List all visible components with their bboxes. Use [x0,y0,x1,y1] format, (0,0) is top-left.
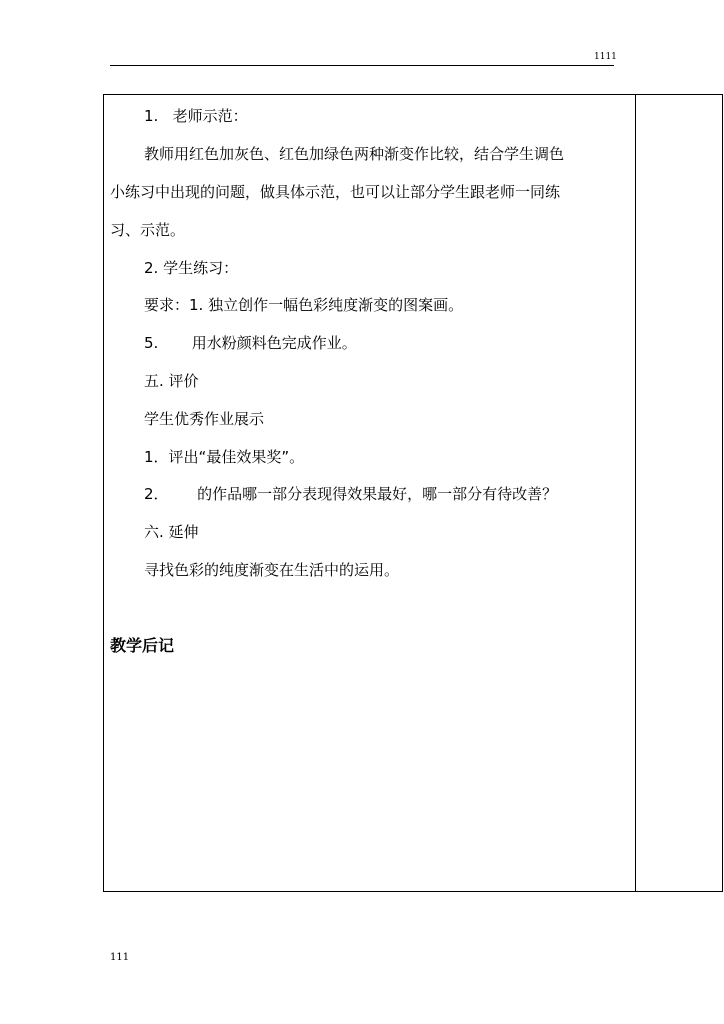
evaluation-item-1: 1．评出“最佳效果奖”。 [144,448,305,466]
evaluation-showcase: 学生优秀作业展示 [144,410,265,428]
evaluation-heading: 五. 评价 [144,372,199,390]
header-rule [110,65,614,66]
table-column-divider [635,94,636,892]
requirement-item-5: 5. 用水粉颜料色完成作业。 [144,334,357,352]
header-page-number: 1111 [594,52,617,62]
paragraph-line-3: 习、示范。 [110,221,186,239]
extension-text: 寻找色彩的纯度渐变在生活中的运用。 [144,561,400,579]
paragraph-line-1: 教师用红色加灰色、红色加绿色两种渐变作比较，结合学生调色 [144,145,565,163]
section-heading-postscript: 教学后记 [110,636,175,655]
footer-page-number: 111 [110,952,130,963]
paragraph-line-2: 小练习中出现的问题，做具体示范，也可以让部分学生跟老师一同练 [110,183,561,201]
evaluation-item-2: 2． 的作品哪一部分表现得效果最好，哪一部分有待改善？ [144,485,558,503]
requirement-line: 要求：1. 独立创作一幅色彩纯度渐变的图案画。 [144,296,464,314]
practice-heading: 2. 学生练习： [144,259,239,277]
demo-heading: 1. 老师示范： [144,107,248,125]
extension-heading: 六. 延伸 [144,523,199,541]
